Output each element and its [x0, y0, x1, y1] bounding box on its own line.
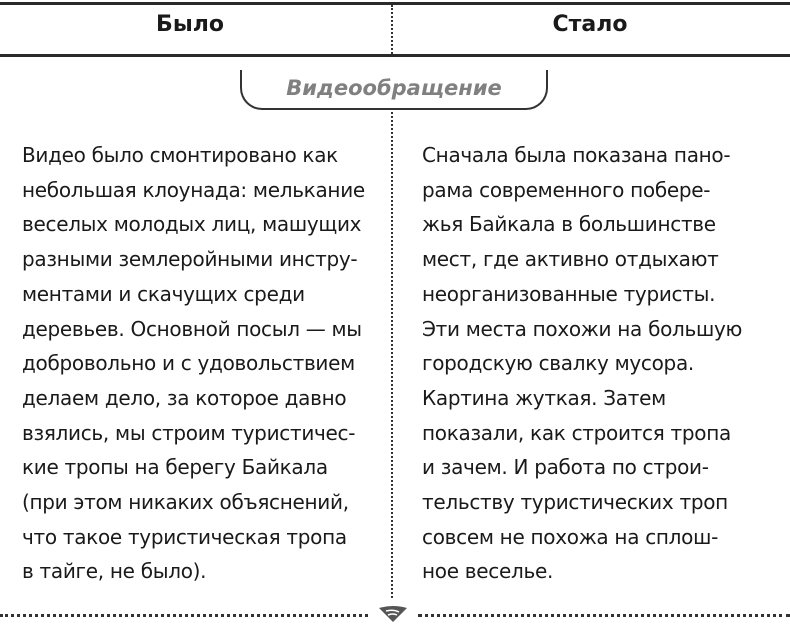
text-line: Видео было смонтировано как [22, 143, 338, 167]
text-line: мест, где активно отдыхают [422, 247, 719, 272]
bottom-rule-right [418, 614, 790, 617]
column-divider [391, 108, 393, 598]
text-line: деревьев. Основной посыл — мы [22, 316, 362, 341]
text-line: жья Байкала в большинстве [422, 212, 716, 237]
bottom-rule-left [0, 614, 368, 617]
text-line: Картина жуткая. Затем [422, 385, 666, 410]
text-line: добровольно и с удовольствием [22, 351, 355, 376]
text-line: Сначала была показана пано- [422, 143, 731, 167]
text-line: тельству туристических троп [422, 490, 728, 515]
text-line: городскую свалку мусора. [422, 351, 694, 376]
after-text [422, 138, 742, 589]
before-text [22, 138, 365, 589]
text-line: рама современного побере- [422, 177, 711, 202]
top-rule [0, 2, 790, 5]
text-line: разными землеройными инстру- [22, 247, 358, 272]
text-line: делаем дело, за которое давно [22, 385, 347, 410]
text-line: Эти места похожи на большую [422, 316, 743, 341]
header-rule [0, 54, 790, 57]
text-line: ное веселье. [422, 559, 553, 584]
text-line: что такое туристическая тропа [22, 524, 347, 549]
text-line: (при этом никаких объяснений, [22, 490, 349, 515]
column-header-before: Было [156, 12, 224, 37]
text-line: небольшая клоунада: мелькание [22, 177, 365, 202]
text-line: ментами и скачущих среди [22, 281, 305, 306]
text-line: неорганизованные туристы. [422, 281, 716, 306]
section-title: Видеообращение [286, 76, 502, 100]
text-line: в тайге, не было). [22, 559, 207, 584]
text-line: кие тропы на берегу Байкала [22, 455, 328, 480]
section-label [240, 70, 548, 110]
column-header-after: Стало [552, 12, 628, 37]
text-line: показали, как строится тропа [422, 420, 731, 445]
text-line: взялись, мы строим туристичес- [22, 420, 356, 445]
header-divider [391, 5, 393, 54]
text-line: веселых молодых лиц, машущих [22, 212, 362, 237]
end-marker-icon [378, 605, 408, 623]
text-line: совсем не похожа на сплош- [422, 524, 719, 549]
text-line: и зачем. И работа по строи- [422, 455, 709, 480]
